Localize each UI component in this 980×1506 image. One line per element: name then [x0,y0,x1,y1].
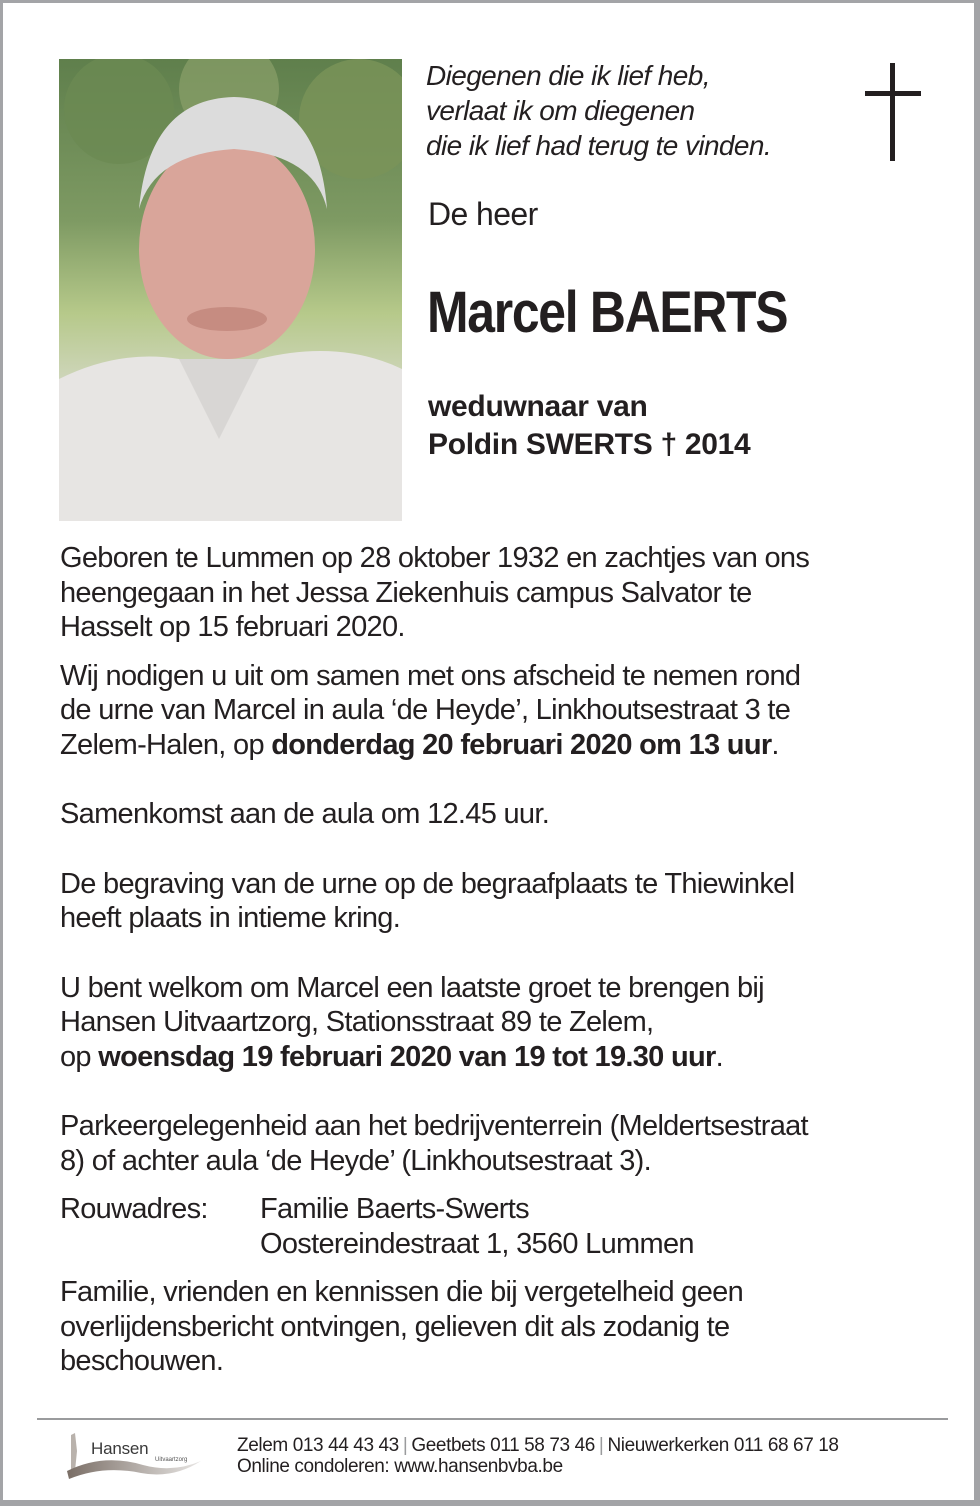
logo-name: Hansen [91,1439,149,1458]
quote-line: Diegenen die ik lief heb, [426,60,710,91]
burial-line: heeft plaats in intieme kring. [60,902,401,934]
obituary-body [60,541,940,1379]
birth-line: heengegaan in het Jessa Ziekenhuis campus Salvator te [60,576,752,609]
parking-line: 8) of achter aula ‘de Heyde’ (Linkhoutsestraat 3). [60,1144,651,1177]
invite-line: de urne van Marcel in aula ‘de Heyde’, Linkhoutsestraat 3 te [60,694,791,726]
hansen-logo [63,1431,203,1481]
portrait-image [59,59,402,521]
footer-contact [237,1435,839,1477]
spouse-name: Poldin SWERTS † 2014 [428,428,751,461]
closing-line: Familie, vrienden en kennissen die bij vergetelheid geen [60,1276,744,1308]
visit-datetime: woensdag 19 februari 2020 van 19 tot 19.30 uur [98,1040,716,1073]
separator: | [598,1435,604,1456]
ceremony-datetime: donderdag 20 februari 2020 om 13 uur [271,728,772,761]
obituary-card [3,3,974,1500]
visit-line: U bent welkom om Marcel een laatste groet te brengen bij [60,971,764,1004]
closing-line: beschouwen. [60,1345,224,1377]
birth-line: Hasselt op 15 februari 2020. [60,611,405,643]
quote-line: verlaat ik om diegenen [426,95,695,126]
invite-line [60,728,940,763]
visit-line: Hansen Uitvaartzorg, Stationsstraat 89 te Zelem, [60,1006,654,1038]
footer-divider [37,1418,948,1420]
quote-line: die ik lief had terug te vinden. [426,130,772,161]
gathering-line: Samenkomst aan de aula om 12.45 uur. [60,798,550,830]
address-line: Familie Baerts-Swerts [260,1193,529,1225]
phone-number[interactable]: 011 58 73 46 [490,1435,595,1456]
memorial-quote [426,58,771,163]
phone-place: Geetbets [411,1435,486,1456]
phone-list [237,1435,839,1456]
honorific: De heer [428,196,538,232]
latin-cross-icon [865,63,921,161]
visit-prefix: op [60,1040,99,1073]
phone-place: Zelem [237,1435,288,1456]
invite-suffix: . [771,728,779,761]
deceased-name: Marcel BAERTS [427,280,788,345]
phone-number[interactable]: 011 68 67 18 [733,1435,839,1456]
condolence-link[interactable]: www.hansenbvba.be [394,1456,563,1477]
visit-line [60,1040,940,1075]
phone-number[interactable]: 013 44 43 43 [292,1435,399,1456]
closing-line: overlijdensbericht ontvingen, gelieven dit als zodanig te [60,1310,730,1343]
mourning-address [60,1192,940,1261]
invite-line: Wij nodigen u uit om samen met ons afscheid te nemen rond [60,659,801,692]
portrait-photo [59,59,402,521]
birth-line: Geboren te Lummen op 28 oktober 1932 en zachtjes van ons [60,542,810,574]
logo-subtitle: Uitvaartzorg [155,1457,188,1463]
parking-line: Parkeergelegenheid aan het bedrijventerrein (Meldertsestraat [60,1110,808,1142]
online-label: Online condoleren: [237,1456,390,1477]
invite-prefix: Zelem-Halen, op [60,728,272,761]
visit-suffix: . [715,1040,723,1073]
spouse-relation: weduwnaar van [428,390,648,423]
burial-line: De begraving van de urne op de begraafplaats te Thiewinkel [60,867,795,900]
separator: | [402,1435,408,1456]
spouse-info [428,388,750,464]
phone-place: Nieuwerkerken [607,1435,729,1456]
online-condolence [237,1456,839,1477]
address-line: Oostereindestraat 1, 3560 Lummen [260,1227,694,1260]
address-label: Rouwadres: [60,1193,208,1225]
